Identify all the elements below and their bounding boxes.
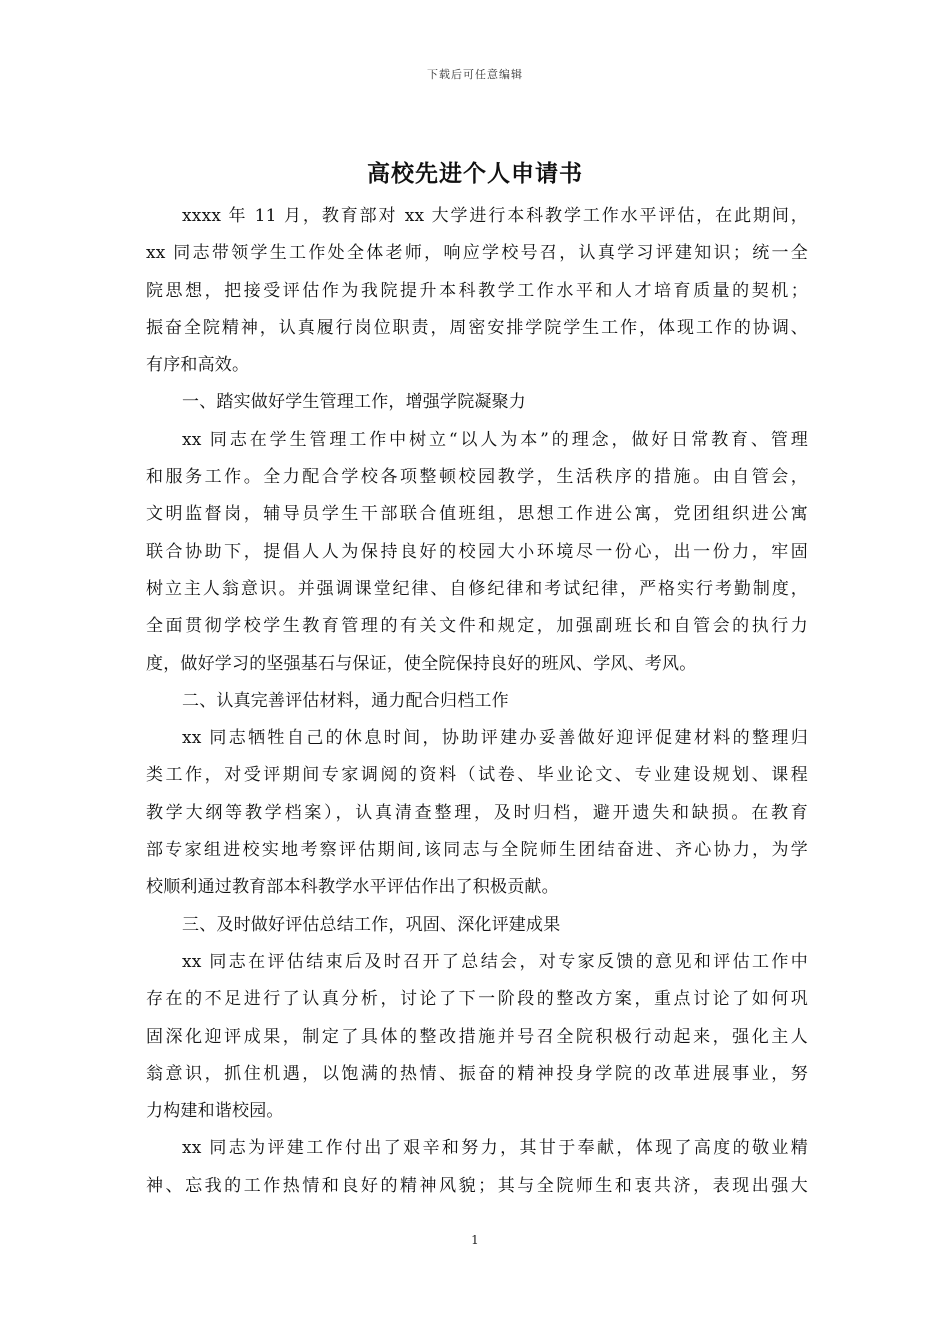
body-text-line: 教学大纲等教学档案），认真清查整理，及时归档，避开遗失和缺损。在教育 — [146, 802, 808, 823]
body-text-line: 存在的不足进行了认真分析，讨论了下一阶段的整改方案，重点讨论了如何巩 — [146, 989, 808, 1010]
page-number: 1 — [471, 1233, 479, 1247]
body-text-line: 二、认真完善评估材料，通力配合归档工作 — [182, 690, 509, 711]
body-text-line: xx 同志为评建工作付出了艰辛和努力，其甘于奉献，体现了高度的敬业精 — [182, 1138, 808, 1159]
body-text-line: 一、踏实做好学生管理工作，增强学院凝聚力 — [182, 392, 526, 413]
body-text-line: 神、忘我的工作热情和良好的精神风貌；其与全院师生和衷共济，表现出强大 — [146, 1175, 808, 1196]
body-text-line: 固深化迎评成果，制定了具体的整改措施并号召全院积极行动起来，强化主人 — [146, 1026, 808, 1047]
body-text-line: 度，做好学习的坚强基石与保证，使全院保持良好的班风、学风、考风。 — [146, 653, 697, 674]
body-text-line: 翁意识，抓住机遇，以饱满的热情、振奋的精神投身学院的改革进展事业，努 — [146, 1063, 808, 1084]
body-text-line: 力构建和谐校园。 — [146, 1101, 284, 1122]
body-text-line: 类工作，对受评期间专家调阅的资料（试卷、毕业论文、专业建设规划、课程 — [146, 765, 808, 786]
body-text-line: xx 同志带领学生工作处全体老师，响应学校号召，认真学习评建知识；统一全 — [146, 243, 808, 264]
document-body — [146, 198, 808, 1205]
body-text-line: xx 同志牺牲自己的休息时间，协助评建办妥善做好迎评促建材料的整理归 — [182, 728, 808, 749]
body-text-line: 有序和高效。 — [146, 355, 250, 376]
body-text-line: 振奋全院精神，认真履行岗位职责，周密安排学院学生工作，体现工作的协调、 — [146, 317, 808, 338]
body-text-line: 部专家组进校实地考察评估期间,该同志与全院师生团结奋进、齐心协力，为学 — [146, 840, 808, 861]
body-text-line: xx 同志在评估结束后及时召开了总结会，对专家反馈的意见和评估工作中 — [182, 951, 808, 972]
body-text-line: 文明监督岗，辅导员学生干部联合值班组，思想工作进公寓，党团组织进公寓 — [146, 504, 808, 525]
document-title: 高校先进个人申请书 — [367, 160, 583, 187]
body-text-line: 院思想，把接受评估作为我院提升本科教学工作水平和人才培育质量的契机； — [146, 280, 808, 301]
body-text-line: 和服务工作。全力配合学校各项整顿校园教学，生活秩序的措施。由自管会， — [146, 467, 808, 488]
body-text-line: xxxx 年 11 月，教育部对 xx 大学进行本科教学工作水平评估，在此期间， — [182, 206, 808, 226]
body-text-line: 树立主人翁意识。并强调课堂纪律、自修纪律和考试纪律，严格实行考勤制度， — [146, 578, 808, 599]
page-header-note: 下载后可任意编辑 — [427, 68, 523, 81]
body-text-line: xx 同志在学生管理工作中树立“以人为本”的理念，做好日常教育、管理 — [182, 429, 808, 450]
body-text-line: 三、及时做好评估总结工作，巩固、深化评建成果 — [182, 914, 561, 935]
body-text-line: 校顺利通过教育部本科教学水平评估作出了积极贡献。 — [146, 877, 559, 898]
body-text-line: 联合协助下，提倡人人为保持良好的校园大小环境尽一份心，出一份力，牢固 — [146, 541, 808, 562]
body-text-line: 全面贯彻学校学生教育管理的有关文件和规定，加强副班长和自管会的执行力 — [146, 616, 808, 637]
